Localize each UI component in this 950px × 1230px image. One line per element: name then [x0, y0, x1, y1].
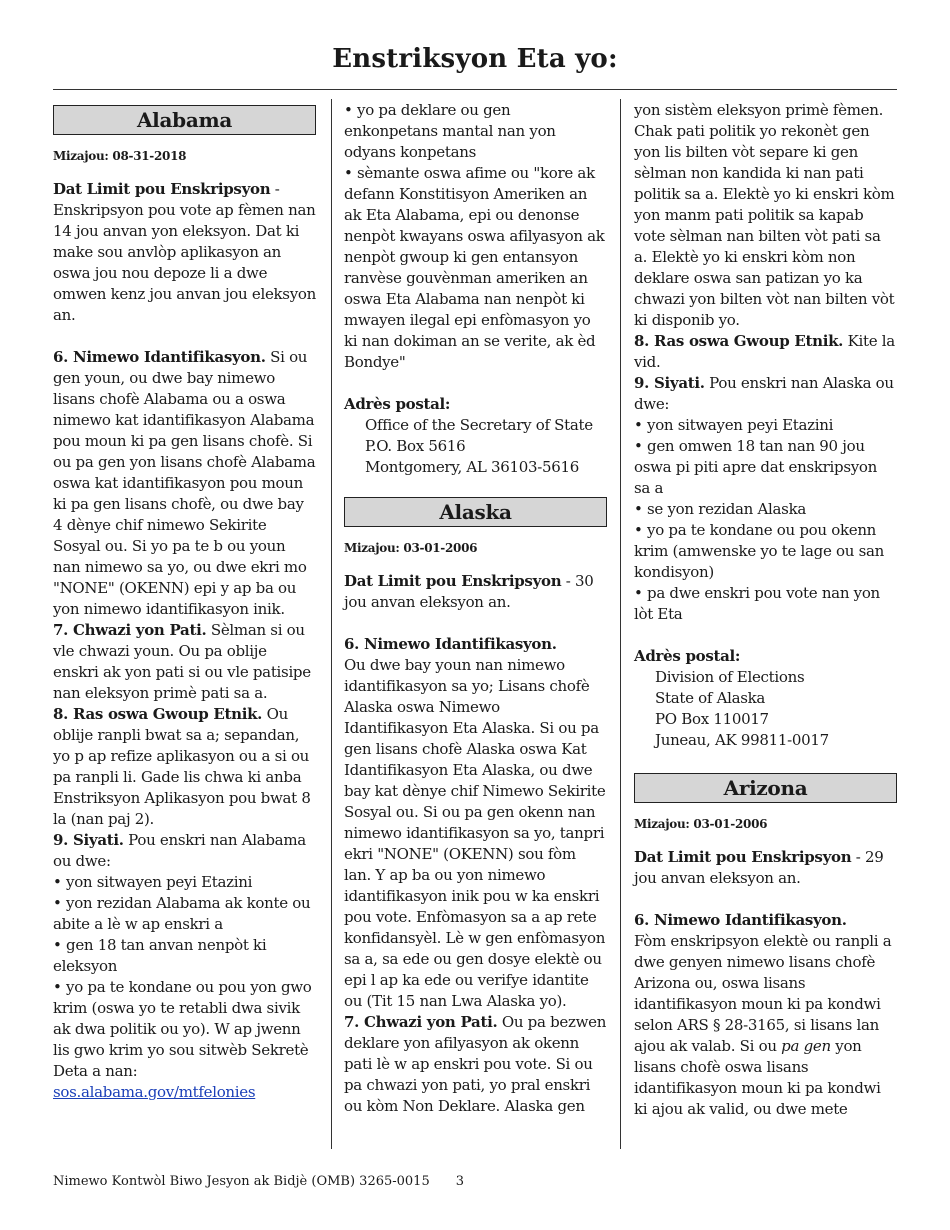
column-divider-2	[620, 99, 621, 1149]
party-paragraph	[344, 1012, 607, 1117]
mail-line: State of Alaska	[655, 689, 766, 707]
signature-label: 9. Siyati.	[634, 374, 705, 392]
party-text: Ou pa bezwen deklare yon afilyasyon ak okenn pati lè w ap enskri pou vote. Si ou pa chwazi yon pati, yo pral enskri ou kòm Non Deklare. Alaska gen	[344, 1013, 607, 1115]
updated-date: Mizajou: 03-01-2006	[344, 541, 478, 555]
signature-paragraph	[53, 830, 316, 872]
page-title: Enstriksyon Eta yo:	[332, 44, 618, 74]
list-item: • yo pa deklare ou gen enkonpetans mantal nan yon odyans konpetans	[344, 101, 556, 161]
party-paragraph	[53, 620, 316, 704]
list-item: • pa dwe enskri pou vote nan yon lòt Eta	[634, 584, 880, 623]
list-item: • sèmante oswa afime ou "kore ak defann Konstitisyon Ameriken an ak Eta Alabama, epi ou denonse nenpòt kwayans oswa afilyasyon ak nenpòt gwoup ki gen entansyon ranvèse gouvènman ameriken an oswa Eta Alabama nan nenpòt ki mwayen ilegal epi enfòmasyon yo ki nan dokiman an se verite, ak èd Bondye"	[344, 164, 605, 371]
title-divider	[53, 89, 897, 90]
deadline-label: Dat Limit pou Enskripsyon	[634, 848, 852, 866]
updated-date: Mizajou: 03-01-2006	[634, 817, 768, 831]
race-label: 8. Ras oswa Gwoup Etnik.	[634, 332, 844, 350]
id-text: Fòm enskripsyon elektè ou ranpli a dwe genyen nimewo lisans chofè Arizona ou, oswa lisans idantifikasyon moun ki pa kondwi selon ARS § 28-3165, si lisans lan ajou ak valab. Si ou pa gen yon lisans chofè oswa lisans idantifikasyon moun ki pa kondwi ki ajou ak valid, ou dwe mete	[634, 932, 892, 1118]
omb-number: Nimewo Kontwòl Biwo Jesyon ak Bidjè (OMB) 3265-0015	[53, 1174, 430, 1189]
party-text: Sèlman si ou vle chwazi youn. Ou pa oblije enskri ak yon pati si ou vle patisipe nan eleksyon primè pati sa a.	[53, 621, 311, 702]
mail-line: Montgomery, AL 36103-5616	[365, 458, 580, 476]
page-number: 3	[455, 1174, 465, 1189]
signature-paragraph	[634, 373, 897, 415]
id-label: 6. Nimewo Idantifikasyon.	[53, 348, 266, 366]
deadline-paragraph	[344, 571, 607, 613]
mail-line: Office of the Secretary of State	[365, 416, 593, 434]
id-heading: 6. Nimewo Idantifikasyon.	[344, 635, 557, 653]
id-text: Ou dwe bay youn nan nimewo idantifikasyon sa yo; Lisans chofè Alaska oswa Nimewo Idantifikasyon Eta Alaska. Si ou pa gen lisans chofè Alaska oswa Kat Idantifikasyon Eta Alaska, ou dwe bay kat dènye chif Nimewo Sekirite Sosyal ou. Si ou pa gen okenn nan nimewo idantifikasyon sa yo, tanpri ekri "NONE" (OKENN) sou fòm lan. Y ap ba ou yon nimewo idantifikasyon inik pou w ka enskri pou vote. Enfòmasyon sa a ap rete konfidansyèl. Lè w gen enfòmasyon sa a, sa ede ou gen dosye elektè ou epi l ap ka ede ou verifye idantite ou (Tit 15 nan Lwa Alaska yo).	[344, 656, 606, 1010]
race-paragraph	[634, 331, 897, 373]
list-item: • yon sitwayen peyi Etazini	[634, 416, 834, 434]
list-item: • yon rezidan Alabama ak konte ou abite a lè w ap enskri a	[53, 894, 311, 933]
race-text: Kite la vid.	[634, 332, 895, 371]
state-header-arizona: Arizona	[634, 773, 897, 803]
mail-label: Adrès postal:	[344, 395, 451, 413]
signature-text: Pou enskri nan Alaska ou dwe:	[634, 374, 894, 413]
deadline-text: - 29 jou anvan eleksyon an.	[634, 848, 884, 887]
mail-line: P.O. Box 5616	[365, 437, 466, 455]
signature-label: 9. Siyati.	[53, 831, 124, 849]
party-label: 7. Chwazi yon Pati.	[344, 1013, 498, 1031]
race-label: 8. Ras oswa Gwoup Etnik.	[53, 705, 263, 723]
race-text: Ou oblije ranpli bwat sa a; sepandan, yo p ap refize aplikasyon ou a si ou pa ranpli li. Gade lis chwa ki anba Enstriksyon Aplikasyon pou bwat 8 la (nan paj 2).	[53, 705, 311, 828]
column-3	[634, 100, 897, 1120]
deadline-label: Dat Limit pou Enskripsyon	[53, 180, 271, 198]
mail-line: PO Box 110017	[655, 710, 769, 728]
mail-label: Adrès postal:	[634, 647, 741, 665]
signature-text: Pou enskri nan Alabama ou dwe:	[53, 831, 306, 870]
id-paragraph	[53, 347, 316, 620]
list-item: • gen omwen 18 tan nan 90 jou oswa pi piti apre dat enskripsyon sa a	[634, 437, 877, 497]
list-item: • yo pa te kondane ou pou yon gwo krim (oswa yo te retabli dwa sivik ak dwa politik ou yo). W ap jwenn lis gwo krim yo sou sitwèb Sekretè Deta a nan:	[53, 978, 312, 1080]
party-text-continued: yon sistèm eleksyon primè fèmen. Chak pati politik yo rekonèt gen yon lis bilten vòt separe ki gen sèlman non kandida ki nan pati politik sa a. Elektè yo ki enskri kòm yon manm pati politik sa kapab vote sèlman nan bilten vòt pati sa a. Elektè yo ki enskri kòm non deklare oswa san patizan yo ka chwazi yon bilten vòt nan bilten vòt ki disponib yo.	[634, 101, 895, 329]
deadline-paragraph	[53, 179, 316, 326]
state-header-alaska: Alaska	[344, 497, 607, 527]
list-item: • se yon rezidan Alaska	[634, 500, 807, 518]
state-header-alabama: Alabama	[53, 105, 316, 135]
id-heading: 6. Nimewo Idantifikasyon.	[634, 911, 847, 929]
list-item: • gen 18 tan anvan nenpòt ki eleksyon	[53, 936, 267, 975]
deadline-paragraph	[634, 847, 897, 889]
deadline-label: Dat Limit pou Enskripsyon	[344, 572, 562, 590]
updated-date: Mizajou: 08-31-2018	[53, 149, 187, 163]
column-divider-1	[331, 99, 332, 1149]
deadline-text: - 30 jou anvan eleksyon an.	[344, 572, 594, 611]
id-text: Si ou gen youn, ou dwe bay nimewo lisans chofè Alabama ou a oswa nimewo kat idantifikasyon Alabama pou moun ki pa gen lisans chofè. Si ou pa gen yon lisans chofè Alabama oswa kat idantifikasyon pou moun ki pa gen lisans chofè, ou dwe bay 4 dènye chif nimewo Sekirite Sosyal ou. Si yo pa te b ou youn nan nimewo sa yo, ou dwe ekri mo "NONE" (OKENN) epi y ap ba ou yon nimewo idantifikasyon inik.	[53, 348, 316, 618]
column-2	[344, 100, 607, 1117]
deadline-text: - Enskripsyon pou vote ap fèmen nan 14 jou anvan yon eleksyon. Dat ki make sou anvlòp aplikasyon an oswa jou nou depoze li a dwe omwen kenz jou anvan jou eleksyon an.	[53, 180, 316, 324]
footer	[53, 1174, 464, 1189]
felonies-link[interactable]: sos.alabama.gov/mtfelonies	[53, 1083, 256, 1101]
mail-line: Juneau, AK 99811-0017	[655, 731, 829, 749]
mail-line: Division of Elections	[655, 668, 805, 686]
list-item: • yon sitwayen peyi Etazini	[53, 873, 253, 891]
party-label: 7. Chwazi yon Pati.	[53, 621, 207, 639]
race-paragraph	[53, 704, 316, 830]
column-1	[53, 100, 316, 1103]
list-item: • yo pa te kondane ou pou okenn krim (amwenske yo te lage ou san kondisyon)	[634, 521, 884, 581]
